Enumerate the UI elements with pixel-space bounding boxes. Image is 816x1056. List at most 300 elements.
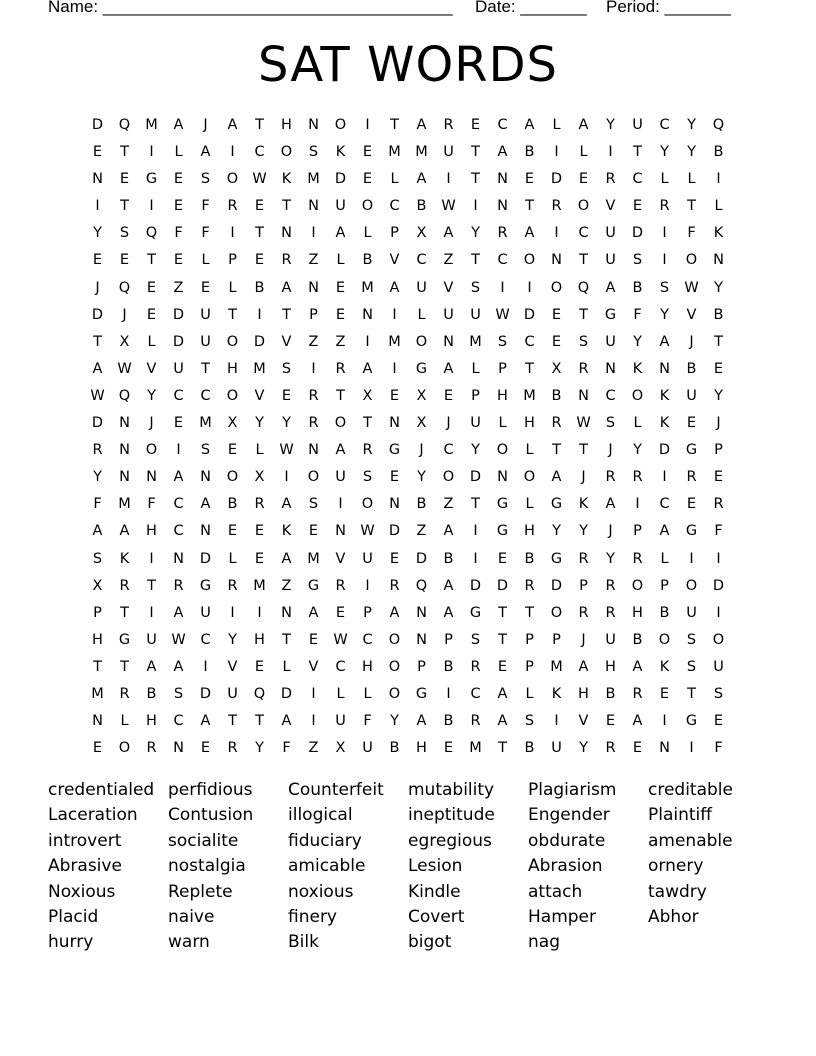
grid-letter: P bbox=[93, 604, 102, 621]
grid-letter: U bbox=[362, 550, 373, 567]
grid-letter: T bbox=[120, 198, 129, 215]
grid-letter: Z bbox=[416, 523, 427, 540]
grid-letter: R bbox=[632, 685, 643, 702]
grid-letter: T bbox=[633, 144, 642, 161]
grid-letter: M bbox=[145, 117, 158, 133]
grid-letter: T bbox=[282, 306, 291, 323]
grid-letter: R bbox=[470, 713, 481, 730]
word-bank-word: Covert bbox=[408, 906, 465, 927]
grid-letter: M bbox=[415, 144, 428, 161]
grid-letter: V bbox=[281, 333, 292, 350]
grid-row bbox=[84, 112, 732, 139]
grid-letter: B bbox=[659, 604, 670, 621]
grid-letter: D bbox=[91, 306, 104, 323]
grid-letter: X bbox=[416, 387, 427, 404]
grid-letter: A bbox=[416, 117, 427, 133]
grid-row bbox=[84, 166, 732, 193]
word-bank-word: Bilk bbox=[288, 932, 319, 953]
grid-letter: U bbox=[416, 279, 427, 296]
grid-letter: M bbox=[523, 387, 536, 404]
grid-letter: U bbox=[173, 360, 184, 377]
grid-letter: W bbox=[333, 631, 348, 648]
word-bank-word: Engender bbox=[528, 805, 610, 826]
grid-letter: T bbox=[93, 658, 102, 675]
grid-letter: C bbox=[470, 685, 481, 702]
grid-letter: T bbox=[282, 631, 291, 648]
grid-letter: R bbox=[227, 740, 238, 757]
grid-letter: N bbox=[443, 333, 454, 350]
grid-letter: B bbox=[551, 387, 562, 404]
grid-letter: C bbox=[659, 496, 670, 513]
grid-letter: J bbox=[122, 306, 127, 323]
grid-letter: A bbox=[281, 279, 292, 296]
grid-letter: A bbox=[443, 360, 454, 377]
grid-letter: E bbox=[362, 171, 373, 188]
grid-letter: P bbox=[498, 360, 507, 377]
grid-letter: K bbox=[551, 685, 562, 702]
grid-letter: D bbox=[712, 577, 725, 594]
grid-letter: S bbox=[686, 631, 697, 648]
word-bank bbox=[48, 778, 768, 956]
grid-letter: Y bbox=[282, 415, 291, 432]
grid-letter: I bbox=[365, 117, 370, 133]
grid-letter: R bbox=[497, 225, 508, 242]
grid-letter: A bbox=[389, 279, 400, 296]
grid-letter: Y bbox=[579, 740, 588, 757]
grid-letter: R bbox=[578, 550, 589, 567]
grid-letter: B bbox=[146, 685, 157, 702]
grid-letter: F bbox=[147, 496, 156, 513]
grid-letter: C bbox=[173, 496, 184, 513]
grid-letter: H bbox=[146, 523, 157, 540]
grid-letter: A bbox=[362, 360, 373, 377]
grid-letter: C bbox=[173, 387, 184, 404]
grid-letter: C bbox=[659, 117, 670, 133]
grid-letter: R bbox=[686, 469, 697, 486]
grid-row bbox=[84, 654, 732, 681]
grid-letter: V bbox=[254, 387, 265, 404]
grid-letter: R bbox=[227, 198, 238, 215]
grid-letter: Y bbox=[660, 306, 669, 323]
grid-letter: A bbox=[443, 523, 454, 540]
grid-letter: M bbox=[253, 360, 266, 377]
grid-letter: T bbox=[201, 360, 210, 377]
grid-letter: L bbox=[363, 225, 372, 242]
word-bank-word: socialite bbox=[168, 830, 239, 851]
grid-letter: F bbox=[201, 198, 210, 215]
grid-letter: I bbox=[554, 144, 559, 161]
grid-letter: X bbox=[416, 415, 427, 432]
grid-letter: A bbox=[551, 469, 562, 486]
grid-letter: H bbox=[281, 117, 292, 133]
grid-letter: C bbox=[173, 523, 184, 540]
grid-letter: A bbox=[227, 117, 238, 133]
grid-letter: B bbox=[254, 279, 265, 296]
word-bank-word: Abhor bbox=[648, 906, 699, 927]
grid-letter: N bbox=[713, 252, 724, 269]
grid-letter: N bbox=[200, 469, 211, 486]
grid-letter: U bbox=[335, 713, 346, 730]
grid-letter: I bbox=[149, 198, 154, 215]
grid-letter: Y bbox=[714, 387, 723, 404]
grid-letter: T bbox=[120, 144, 129, 161]
grid-letter: N bbox=[119, 442, 130, 459]
period-field: Period: _______ bbox=[606, 0, 731, 16]
grid-letter: B bbox=[524, 144, 535, 161]
grid-letter: I bbox=[203, 658, 208, 675]
grid-letter: C bbox=[497, 117, 508, 133]
grid-letter: Z bbox=[308, 740, 319, 757]
grid-letter: S bbox=[308, 496, 319, 513]
grid-letter: L bbox=[498, 415, 507, 432]
grid-letter: O bbox=[685, 577, 698, 594]
grid-letter: O bbox=[334, 117, 347, 133]
grid-letter: C bbox=[578, 225, 589, 242]
grid-row bbox=[84, 247, 732, 274]
grid-letter: J bbox=[608, 523, 613, 540]
grid-letter: Y bbox=[579, 523, 588, 540]
grid-letter: T bbox=[336, 387, 345, 404]
grid-letter: L bbox=[228, 279, 237, 296]
grid-letter: A bbox=[524, 117, 535, 133]
grid-row bbox=[84, 329, 732, 356]
word-bank-word: introvert bbox=[48, 830, 122, 851]
grid-letter: Y bbox=[714, 279, 723, 296]
grid-letter: G bbox=[415, 685, 428, 702]
grid-letter: O bbox=[361, 198, 374, 215]
worksheet-header bbox=[48, 0, 738, 21]
grid-letter: V bbox=[227, 658, 238, 675]
grid-letter: I bbox=[689, 740, 694, 757]
grid-letter: I bbox=[716, 604, 721, 621]
grid-letter: I bbox=[662, 469, 667, 486]
grid-letter: Z bbox=[281, 577, 292, 594]
grid-letter: E bbox=[713, 713, 724, 730]
grid-letter: Y bbox=[93, 469, 102, 486]
word-bank-word: Noxious bbox=[48, 881, 116, 902]
grid-letter: N bbox=[173, 550, 184, 567]
grid-letter: E bbox=[713, 360, 724, 377]
grid-letter: G bbox=[550, 550, 563, 567]
grid-letter: C bbox=[362, 631, 373, 648]
grid-letter: E bbox=[146, 306, 157, 323]
word-bank-word: egregious bbox=[408, 830, 492, 851]
grid-letter: E bbox=[632, 740, 643, 757]
grid-letter: Y bbox=[633, 333, 642, 350]
grid-letter: Q bbox=[712, 117, 725, 133]
grid-letter: A bbox=[578, 658, 589, 675]
grid-letter: T bbox=[93, 333, 102, 350]
word-bank-word: Plaintiff bbox=[648, 805, 712, 826]
word-bank-word: warn bbox=[168, 932, 210, 953]
grid-letter: Y bbox=[633, 442, 642, 459]
grid-row bbox=[84, 193, 732, 220]
grid-letter: I bbox=[149, 604, 154, 621]
grid-letter: E bbox=[578, 171, 589, 188]
word-bank-word: credentialed bbox=[48, 780, 155, 800]
grid-row bbox=[84, 627, 732, 654]
grid-letter: A bbox=[200, 713, 211, 730]
word-bank-word: Replete bbox=[168, 881, 233, 902]
word-bank-word: amenable bbox=[648, 830, 733, 851]
grid-letter: S bbox=[308, 144, 319, 161]
grid-letter: R bbox=[632, 550, 643, 567]
grid-letter: S bbox=[686, 658, 697, 675]
grid-letter: L bbox=[525, 442, 534, 459]
grid-row bbox=[84, 546, 732, 573]
grid-letter: R bbox=[173, 577, 184, 594]
grid-letter: S bbox=[470, 279, 481, 296]
grid-letter: B bbox=[632, 631, 643, 648]
grid-letter: Y bbox=[255, 415, 264, 432]
grid-letter: J bbox=[203, 117, 208, 133]
grid-letter: W bbox=[576, 415, 591, 432]
grid-letter: G bbox=[469, 604, 482, 621]
grid-letter: T bbox=[498, 631, 507, 648]
grid-letter: A bbox=[335, 225, 346, 242]
grid-letter: O bbox=[685, 252, 698, 269]
grid-letter: M bbox=[199, 415, 212, 432]
grid-letter: C bbox=[416, 252, 427, 269]
grid-letter: W bbox=[171, 631, 186, 648]
grid-letter: F bbox=[714, 523, 723, 540]
grid-letter: C bbox=[173, 713, 184, 730]
grid-letter: L bbox=[552, 117, 561, 133]
grid-letter: U bbox=[146, 631, 157, 648]
grid-letter: V bbox=[686, 306, 697, 323]
grid-letter: I bbox=[554, 713, 559, 730]
grid-letter: U bbox=[443, 144, 454, 161]
grid-letter: I bbox=[230, 144, 235, 161]
grid-letter: O bbox=[658, 631, 671, 648]
grid-letter: O bbox=[226, 387, 239, 404]
page-title: SAT WORDS bbox=[257, 37, 559, 93]
grid-letter: L bbox=[714, 198, 723, 215]
grid-letter: I bbox=[716, 550, 721, 567]
grid-letter: T bbox=[228, 713, 237, 730]
grid-letter: M bbox=[253, 577, 266, 594]
grid-letter: M bbox=[361, 279, 374, 296]
grid-row bbox=[84, 220, 732, 247]
grid-letter: C bbox=[632, 171, 643, 188]
grid-letter: K bbox=[659, 387, 670, 404]
grid-row bbox=[84, 302, 732, 329]
grid-letter: R bbox=[578, 604, 589, 621]
grid-letter: X bbox=[119, 333, 130, 350]
grid-letter: C bbox=[524, 333, 535, 350]
grid-letter: D bbox=[91, 415, 104, 432]
grid-letter: G bbox=[550, 496, 563, 513]
grid-letter: T bbox=[579, 252, 588, 269]
word-bank-column bbox=[288, 778, 408, 956]
grid-letter: V bbox=[146, 360, 157, 377]
grid-letter: E bbox=[200, 740, 211, 757]
grid-letter: A bbox=[605, 279, 616, 296]
grid-letter: H bbox=[524, 415, 535, 432]
grid-letter: A bbox=[281, 496, 292, 513]
grid-letter: O bbox=[496, 442, 509, 459]
grid-letter: E bbox=[335, 604, 346, 621]
grid-letter: E bbox=[335, 306, 346, 323]
grid-letter: I bbox=[554, 225, 559, 242]
grid-row bbox=[84, 735, 732, 762]
grid-letter: X bbox=[227, 415, 238, 432]
grid-letter: N bbox=[92, 713, 103, 730]
grid-letter: I bbox=[149, 550, 154, 567]
grid-letter: R bbox=[605, 577, 616, 594]
grid-row bbox=[84, 464, 732, 491]
grid-letter: D bbox=[253, 333, 266, 350]
grid-letter: N bbox=[659, 360, 670, 377]
grid-letter: S bbox=[200, 171, 211, 188]
grid-letter: R bbox=[308, 415, 319, 432]
grid-letter: D bbox=[658, 442, 671, 459]
word-bank-word: Laceration bbox=[48, 805, 138, 826]
word-bank-word: Hamper bbox=[528, 906, 596, 927]
grid-letter: L bbox=[390, 171, 399, 188]
grid-letter: A bbox=[497, 713, 508, 730]
grid-letter: H bbox=[92, 631, 103, 648]
grid-letter: I bbox=[473, 198, 478, 215]
word-bank-word: ornery bbox=[648, 856, 704, 877]
grid-letter: A bbox=[335, 442, 346, 459]
grid-letter: W bbox=[279, 442, 294, 459]
word-bank-word: Plagiarism bbox=[528, 780, 617, 800]
grid-letter: A bbox=[497, 685, 508, 702]
grid-letter: O bbox=[577, 198, 590, 215]
grid-letter: I bbox=[365, 333, 370, 350]
grid-letter: E bbox=[254, 198, 265, 215]
grid-letter: W bbox=[684, 279, 699, 296]
grid-letter: B bbox=[686, 360, 697, 377]
grid-letter: L bbox=[525, 496, 534, 513]
grid-letter: D bbox=[172, 333, 185, 350]
grid-letter: U bbox=[605, 225, 616, 242]
word-bank-word: perfidious bbox=[168, 780, 253, 800]
grid-letter: I bbox=[230, 604, 235, 621]
grid-letter: O bbox=[550, 604, 563, 621]
word-bank-word: noxious bbox=[288, 881, 354, 902]
grid-letter: W bbox=[252, 171, 267, 188]
grid-letter: A bbox=[416, 713, 427, 730]
grid-letter: E bbox=[173, 198, 184, 215]
grid-letter: O bbox=[523, 469, 536, 486]
grid-letter: Q bbox=[577, 279, 590, 296]
grid-letter: E bbox=[146, 279, 157, 296]
grid-letter: K bbox=[578, 496, 589, 513]
grid-letter: A bbox=[173, 117, 184, 133]
grid-letter: B bbox=[416, 496, 427, 513]
grid-letter: Q bbox=[415, 577, 428, 594]
grid-letter: B bbox=[443, 550, 454, 567]
grid-letter: T bbox=[714, 333, 723, 350]
grid-letter: P bbox=[390, 225, 399, 242]
grid-letter: T bbox=[255, 225, 264, 242]
word-bank-word: Counterfeit bbox=[288, 780, 384, 800]
grid-letter: B bbox=[524, 550, 535, 567]
grid-letter: U bbox=[605, 631, 616, 648]
grid-letter: O bbox=[226, 333, 239, 350]
grid-letter: E bbox=[713, 469, 724, 486]
grid-letter: P bbox=[309, 306, 318, 323]
grid-letter: Z bbox=[443, 252, 454, 269]
grid-letter: V bbox=[389, 252, 400, 269]
grid-letter: E bbox=[92, 252, 103, 269]
grid-letter: R bbox=[146, 740, 157, 757]
grid-letter: N bbox=[497, 469, 508, 486]
grid-letter: N bbox=[335, 523, 346, 540]
grid-letter: E bbox=[470, 117, 481, 133]
grid-letter: U bbox=[686, 387, 697, 404]
grid-letter: N bbox=[551, 252, 562, 269]
grid-letter: J bbox=[716, 415, 721, 432]
grid-letter: E bbox=[605, 713, 616, 730]
word-bank-column bbox=[528, 778, 648, 956]
grid-letter: E bbox=[389, 469, 400, 486]
grid-letter: B bbox=[524, 740, 535, 757]
grid-letter: H bbox=[416, 740, 427, 757]
word-bank-column bbox=[168, 778, 288, 956]
grid-letter: L bbox=[282, 658, 291, 675]
grid-letter: O bbox=[631, 387, 644, 404]
grid-letter: O bbox=[145, 442, 158, 459]
grid-letter: A bbox=[200, 496, 211, 513]
grid-letter: O bbox=[388, 685, 401, 702]
grid-letter: I bbox=[338, 496, 343, 513]
grid-letter: R bbox=[335, 360, 346, 377]
grid-letter: O bbox=[226, 469, 239, 486]
grid-letter: U bbox=[551, 740, 562, 757]
grid-letter: U bbox=[632, 117, 643, 133]
grid-letter: Z bbox=[173, 279, 184, 296]
grid-letter: Y bbox=[471, 225, 480, 242]
grid-letter: A bbox=[281, 550, 292, 567]
grid-letter: V bbox=[605, 198, 616, 215]
grid-letter: U bbox=[470, 415, 481, 432]
grid-letter: I bbox=[527, 279, 532, 296]
grid-letter: E bbox=[119, 171, 130, 188]
grid-letter: L bbox=[228, 550, 237, 567]
grid-letter: A bbox=[389, 604, 400, 621]
grid-letter: L bbox=[417, 306, 426, 323]
grid-letter: R bbox=[362, 442, 373, 459]
word-bank-word: naive bbox=[168, 906, 215, 927]
grid-letter: L bbox=[471, 360, 480, 377]
grid-letter: I bbox=[149, 144, 154, 161]
grid-letter: U bbox=[227, 685, 238, 702]
grid-letter: T bbox=[498, 604, 507, 621]
grid-letter: E bbox=[254, 252, 265, 269]
grid-letter: R bbox=[119, 577, 130, 594]
word-bank-word: obdurate bbox=[528, 830, 606, 851]
grid-letter: P bbox=[525, 631, 534, 648]
grid-letter: J bbox=[608, 442, 613, 459]
grid-letter: I bbox=[473, 550, 478, 567]
grid-letter: R bbox=[443, 117, 454, 133]
grid-letter: C bbox=[200, 387, 211, 404]
grid-letter: P bbox=[363, 604, 372, 621]
word-search-grid bbox=[84, 112, 732, 762]
grid-letter: P bbox=[525, 658, 534, 675]
grid-letter: E bbox=[389, 387, 400, 404]
grid-letter: T bbox=[687, 685, 696, 702]
grid-letter: I bbox=[446, 685, 451, 702]
grid-letter: I bbox=[284, 469, 289, 486]
grid-letter: P bbox=[552, 631, 561, 648]
grid-letter: D bbox=[172, 306, 185, 323]
grid-letter: D bbox=[496, 577, 509, 594]
word-bank-word: nag bbox=[528, 932, 560, 953]
